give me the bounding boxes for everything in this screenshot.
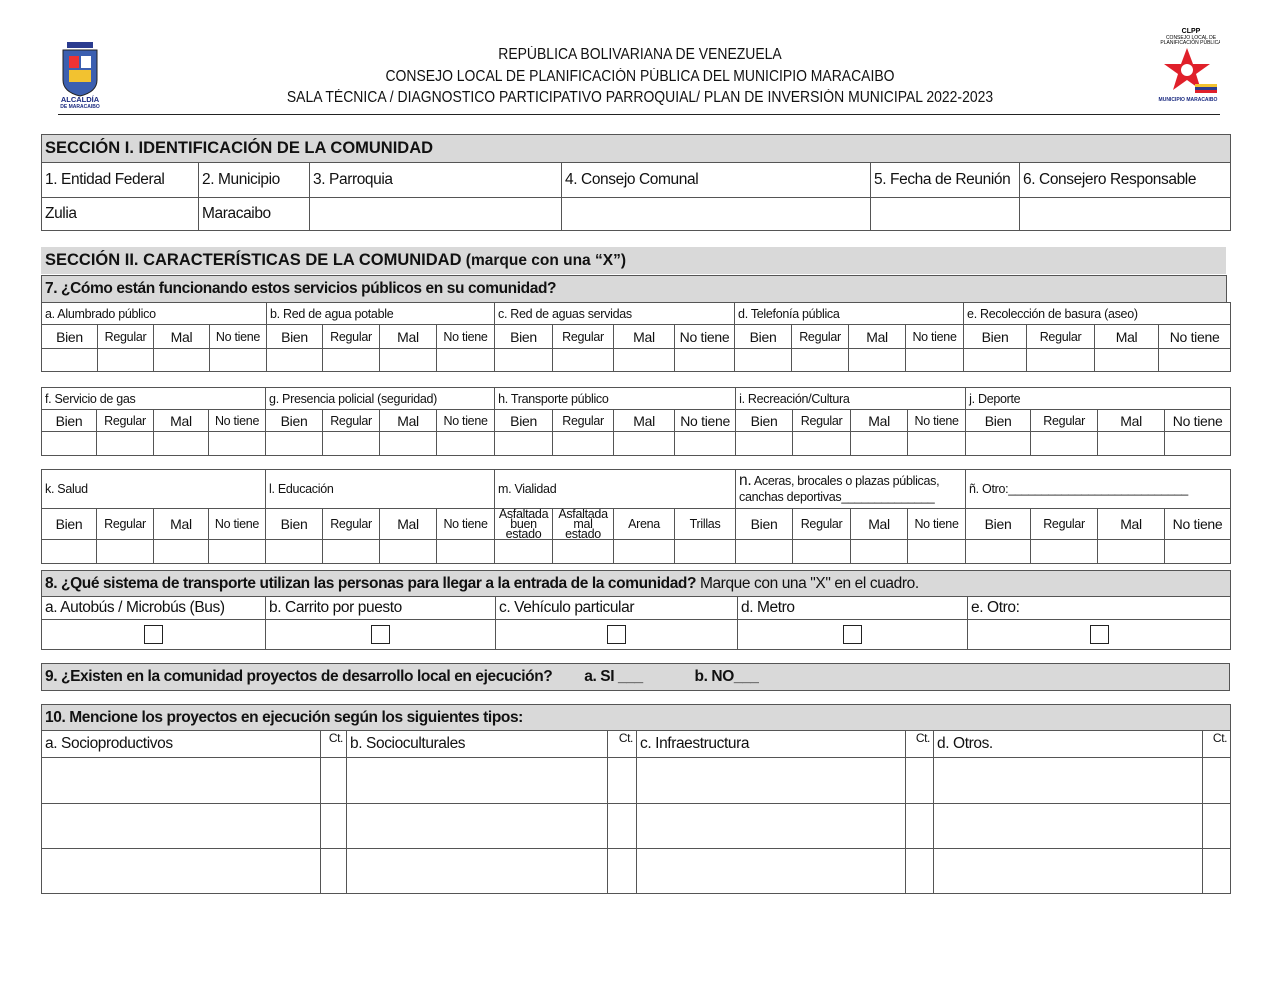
answer-cell[interactable]: [675, 540, 736, 564]
q10-title: 10. Mencione los proyectos en ejecución según los siguientes tipos:: [42, 705, 1231, 731]
rating-bien: Bien: [42, 509, 97, 540]
transport-bus-cell: [42, 620, 266, 650]
service-aguas-servidas-label: c. Red de aguas servidas: [495, 303, 735, 325]
project-cell[interactable]: [42, 758, 321, 804]
ct-label: Ct.: [321, 731, 347, 758]
answer-cell[interactable]: [323, 432, 380, 456]
answer-cell[interactable]: [1165, 432, 1231, 456]
rating-bien: Bien: [495, 410, 553, 432]
rating-no-tiene: No tiene: [210, 325, 267, 349]
q7-services-row-1: [41, 302, 1231, 372]
count-cell[interactable]: [321, 849, 347, 894]
section-2-header: [41, 247, 1226, 274]
rating-mal: Mal: [849, 325, 906, 349]
section-2-title-suffix: (marque con una “X”): [461, 252, 626, 269]
ct-label: Ct.: [1203, 731, 1231, 758]
rating-regular: Regular: [1031, 509, 1098, 540]
service-vialidad-label: m. Vialidad: [495, 470, 736, 509]
service-educacion-label: l. Educación: [266, 470, 495, 509]
answer-cell[interactable]: [437, 349, 495, 372]
service-otro-label: ñ. Otro:___________________________: [966, 470, 1231, 509]
section-2-title: SECCIÓN II. CARACTERÍSTICAS DE LA COMUNIDAD: [45, 251, 462, 269]
project-cell[interactable]: [934, 849, 1203, 894]
rating-no-tiene: No tiene: [1165, 509, 1231, 540]
answer-cell[interactable]: [97, 432, 154, 456]
count-cell[interactable]: [608, 849, 637, 894]
rating-bien: Bien: [266, 509, 323, 540]
rating-bien: Bien: [735, 325, 792, 349]
rating-bien: Bien: [266, 410, 323, 432]
service-alumbrado-label: a. Alumbrado público: [42, 303, 267, 325]
service-basura-label: e. Recolección de basura (aseo): [964, 303, 1231, 325]
rating-regular: Regular: [553, 410, 614, 432]
rating-no-tiene: No tiene: [437, 325, 495, 349]
answer-cell[interactable]: [380, 349, 437, 372]
ct-label: Ct.: [608, 731, 637, 758]
answer-cell[interactable]: [495, 540, 553, 564]
rating-bien: Bien: [964, 325, 1027, 349]
answer-cell[interactable]: [553, 432, 614, 456]
rating-regular: Regular: [98, 325, 154, 349]
q7-title-table: [41, 275, 1227, 303]
q9-title: 9. ¿Existen en la comunidad proyectos de desarrollo local en ejecución?: [45, 668, 553, 685]
rating-mal: Mal: [380, 325, 437, 349]
answer-cell[interactable]: [380, 432, 437, 456]
rating-regular: Regular: [793, 509, 851, 540]
answer-cell[interactable]: [1159, 349, 1231, 372]
service-aceras-text-2: canchas deportivas______________: [739, 490, 935, 504]
q7-services-row-2: [41, 387, 1231, 456]
service-telefonia-label: d. Telefonía pública: [735, 303, 964, 325]
answer-cell[interactable]: [495, 432, 553, 456]
answer-cell[interactable]: [267, 349, 323, 372]
clpp-logo-bottom: MUNICIPIO MARACAIBO: [1158, 97, 1218, 103]
answer-cell[interactable]: [792, 349, 849, 372]
answer-cell[interactable]: [154, 540, 209, 564]
municipio-value[interactable]: Maracaibo: [199, 198, 310, 231]
count-cell[interactable]: [1203, 849, 1231, 894]
alcaldia-logo-text: ALCALDÍA: [60, 95, 100, 104]
answer-cell[interactable]: [614, 349, 675, 372]
rating-bien: Bien: [495, 325, 553, 349]
parroquia-label: 3. Parroquia: [310, 163, 562, 198]
answer-cell[interactable]: [42, 432, 97, 456]
answer-cell[interactable]: [495, 349, 553, 372]
service-aceras-label: [736, 470, 966, 509]
document-header: [0, 44, 1280, 109]
service-salud-label: k. Salud: [42, 470, 266, 509]
transport-carrito-label: b. Carrito por puesto: [266, 597, 496, 620]
answer-cell[interactable]: [209, 540, 266, 564]
rating-no-tiene: No tiene: [209, 410, 266, 432]
transport-bus-checkbox[interactable]: [144, 625, 163, 644]
answer-cell[interactable]: [97, 540, 154, 564]
header-line-1: REPÚBLICA BOLIVARIANA DE VENEZUELA: [498, 46, 782, 63]
count-cell[interactable]: [608, 758, 637, 804]
header-line-2: CONSEJO LOCAL DE PLANIFICACIÓN PÚBLICA DEL MUNICIPIO MARACAIBO: [385, 67, 895, 85]
q8-table: [41, 570, 1231, 650]
rating-mal: Mal: [614, 410, 675, 432]
service-recreacion-label: i. Recreación/Cultura: [736, 388, 966, 410]
answer-cell[interactable]: [675, 349, 735, 372]
transport-otro-label: e. Otro:: [968, 597, 1231, 620]
rating-bien: Bien: [736, 410, 793, 432]
rating-mal: Mal: [1098, 509, 1165, 540]
answer-cell[interactable]: [437, 432, 495, 456]
section-1-table: [41, 134, 1231, 231]
project-type-socioculturales: b. Socioculturales: [347, 731, 608, 758]
count-cell[interactable]: [608, 804, 637, 849]
rating-regular: Regular: [1027, 325, 1095, 349]
q9-no-option[interactable]: b. NO___: [694, 668, 759, 685]
rating-regular: Regular: [323, 410, 380, 432]
rating-no-tiene: No tiene: [675, 325, 735, 349]
header-divider: [58, 114, 1220, 115]
answer-cell[interactable]: [851, 540, 908, 564]
answer-cell[interactable]: [1098, 540, 1165, 564]
consejo-comunal-value[interactable]: [562, 198, 871, 231]
count-cell[interactable]: [906, 758, 934, 804]
rating-regular: Regular: [323, 509, 380, 540]
answer-cell[interactable]: [614, 432, 675, 456]
rating-mal: Mal: [154, 325, 210, 349]
q8-title: 8. ¿Qué sistema de transporte utilizan las personas para llegar a la entrada de la comunidad?: [45, 574, 697, 592]
project-cell[interactable]: [934, 758, 1203, 804]
project-type-otros: d. Otros.: [934, 731, 1203, 758]
answer-cell[interactable]: [210, 349, 267, 372]
count-cell[interactable]: [906, 849, 934, 894]
transport-metro-label: d. Metro: [738, 597, 968, 620]
answer-cell[interactable]: [906, 349, 964, 372]
fecha-reunion-value[interactable]: [871, 198, 1020, 231]
answer-cell[interactable]: [154, 349, 210, 372]
transport-vehiculo-cell: [496, 620, 738, 650]
clpp-logo-line2: CONSEJO LOCAL DE: [1165, 35, 1217, 41]
answer-cell[interactable]: [98, 349, 154, 372]
answer-cell[interactable]: [437, 540, 495, 564]
rating-regular: Regular: [97, 509, 154, 540]
rating-no-tiene: No tiene: [437, 509, 495, 540]
answer-cell[interactable]: [42, 349, 98, 372]
answer-cell[interactable]: [793, 432, 851, 456]
rating-no-tiene: No tiene: [908, 410, 966, 432]
answer-cell[interactable]: [736, 432, 793, 456]
transport-vehiculo-checkbox[interactable]: [607, 625, 626, 644]
answer-cell[interactable]: [1027, 349, 1095, 372]
transport-metro-checkbox[interactable]: [843, 625, 862, 644]
answer-cell[interactable]: [1031, 540, 1098, 564]
rating-regular: Regular: [792, 325, 849, 349]
answer-cell[interactable]: [736, 540, 793, 564]
project-cell[interactable]: [347, 758, 608, 804]
answer-cell[interactable]: [380, 540, 437, 564]
q7-title: 7. ¿Cómo están funcionando estos servicios públicos en su comunidad?: [42, 276, 1227, 303]
service-gas-label: f. Servicio de gas: [42, 388, 266, 410]
answer-cell[interactable]: [266, 540, 323, 564]
answer-cell[interactable]: [908, 540, 966, 564]
project-cell[interactable]: [934, 804, 1203, 849]
header-line-3: SALA TÉCNICA / DIAGNOSTICO PARTICIPATIVO PARROQUIAL/ PLAN DE INVERSIÓN MUNICIPAL 2022-2023: [286, 89, 994, 106]
entidad-federal-label: 1. Entidad Federal: [42, 163, 199, 198]
rating-mal: Mal: [851, 509, 908, 540]
transport-carrito-checkbox[interactable]: [371, 625, 390, 644]
ct-label: Ct.: [906, 731, 934, 758]
project-cell[interactable]: [347, 804, 608, 849]
answer-cell[interactable]: [1095, 349, 1159, 372]
service-deporte-label: j. Deporte: [966, 388, 1231, 410]
rating-no-tiene: No tiene: [906, 325, 964, 349]
service-transporte-label: h. Transporte público: [495, 388, 736, 410]
vialidad-arena: Arena: [614, 509, 675, 540]
rating-no-tiene: No tiene: [209, 509, 266, 540]
rating-bien: Bien: [736, 509, 793, 540]
q10-table: [41, 704, 1231, 894]
count-cell[interactable]: [906, 804, 934, 849]
answer-cell[interactable]: [323, 349, 380, 372]
vialidad-asfaltada-buen-estado: Asfaltada buen estado: [495, 509, 553, 540]
rating-no-tiene: No tiene: [437, 410, 495, 432]
transport-otro-checkbox[interactable]: [1090, 625, 1109, 644]
section-1-title: SECCIÓN I. IDENTIFICACIÓN DE LA COMUNIDAD: [42, 135, 1231, 163]
answer-cell[interactable]: [908, 432, 966, 456]
rating-no-tiene: No tiene: [908, 509, 966, 540]
answer-cell[interactable]: [966, 432, 1031, 456]
rating-mal: Mal: [851, 410, 908, 432]
rating-no-tiene: No tiene: [1165, 410, 1231, 432]
clpp-logo-title: CLPP: [1181, 28, 1201, 35]
answer-cell[interactable]: [266, 432, 323, 456]
answer-cell[interactable]: [42, 540, 97, 564]
project-cell[interactable]: [637, 804, 906, 849]
transport-carrito-cell: [266, 620, 496, 650]
count-cell[interactable]: [1203, 758, 1231, 804]
answer-cell[interactable]: [851, 432, 908, 456]
rating-regular: Regular: [553, 325, 614, 349]
rating-bien: Bien: [42, 410, 97, 432]
answer-cell[interactable]: [964, 349, 1027, 372]
rating-bien: Bien: [267, 325, 323, 349]
service-agua-potable-label: b. Red de agua potable: [267, 303, 495, 325]
rating-regular: Regular: [1031, 410, 1098, 432]
rating-bien: Bien: [966, 509, 1031, 540]
count-cell[interactable]: [1203, 804, 1231, 849]
municipio-label: 2. Municipio: [199, 163, 310, 198]
answer-cell[interactable]: [966, 540, 1031, 564]
rating-bien: Bien: [42, 325, 98, 349]
transport-otro-cell: [968, 620, 1231, 650]
parroquia-value[interactable]: [310, 198, 562, 231]
answer-cell[interactable]: [154, 432, 209, 456]
project-cell[interactable]: [42, 804, 321, 849]
answer-cell[interactable]: [1031, 432, 1098, 456]
count-cell[interactable]: [321, 758, 347, 804]
consejo-comunal-label: 4. Consejo Comunal: [562, 163, 871, 198]
vialidad-asfaltada-mal-estado: Asfaltada mal estado: [553, 509, 614, 540]
consejero-responsable-value[interactable]: [1020, 198, 1231, 231]
rating-mal: Mal: [614, 325, 675, 349]
answer-cell[interactable]: [675, 432, 736, 456]
q9-table: [41, 663, 1230, 691]
answer-cell[interactable]: [1098, 432, 1165, 456]
service-aceras-prefix: n.: [739, 472, 752, 489]
rating-regular: Regular: [793, 410, 851, 432]
q9-yes-option[interactable]: a. SI ___: [584, 668, 643, 685]
rating-no-tiene: No tiene: [675, 410, 736, 432]
rating-no-tiene: No tiene: [1159, 325, 1231, 349]
rating-mal: Mal: [154, 509, 209, 540]
rating-regular: Regular: [323, 325, 380, 349]
project-cell[interactable]: [42, 849, 321, 894]
fecha-reunion-label: 5. Fecha de Reunión: [871, 163, 1020, 198]
rating-mal: Mal: [380, 410, 437, 432]
answer-cell[interactable]: [323, 540, 380, 564]
answer-cell[interactable]: [553, 349, 614, 372]
count-cell[interactable]: [321, 804, 347, 849]
project-cell[interactable]: [637, 758, 906, 804]
answer-cell[interactable]: [209, 432, 266, 456]
answer-cell[interactable]: [793, 540, 851, 564]
project-cell[interactable]: [347, 849, 608, 894]
answer-cell[interactable]: [735, 349, 792, 372]
q7-services-row-3: [41, 469, 1231, 564]
transport-vehiculo-label: c. Vehículo particular: [496, 597, 738, 620]
entidad-federal-value[interactable]: Zulia: [42, 198, 199, 231]
project-cell[interactable]: [637, 849, 906, 894]
project-type-socioproductivos: a. Socioproductivos: [42, 731, 321, 758]
rating-regular: Regular: [97, 410, 154, 432]
service-aceras-text: Aceras, brocales o plazas públicas,: [751, 474, 940, 488]
vialidad-trillas: Trillas: [675, 509, 736, 540]
answer-cell[interactable]: [849, 349, 906, 372]
answer-cell[interactable]: [1165, 540, 1231, 564]
alcaldia-logo-subtext: DE MARACAIBO: [60, 104, 100, 110]
rating-bien: Bien: [966, 410, 1031, 432]
clpp-logo-line3: PLANIFICACIÓN PÚBLICA: [1160, 40, 1220, 46]
rating-mal: Mal: [380, 509, 437, 540]
answer-cell[interactable]: [553, 540, 614, 564]
consejero-responsable-label: 6. Consejero Responsable: [1020, 163, 1231, 198]
service-policia-label: g. Presencia policial (seguridad): [266, 388, 495, 410]
project-type-infraestructura: c. Infraestructura: [637, 731, 906, 758]
answer-cell[interactable]: [614, 540, 675, 564]
rating-mal: Mal: [154, 410, 209, 432]
rating-mal: Mal: [1095, 325, 1159, 349]
transport-metro-cell: [738, 620, 968, 650]
rating-mal: Mal: [1098, 410, 1165, 432]
q8-instruction: Marque con una "X" en el cuadro.: [696, 574, 919, 592]
transport-bus-label: a. Autobús / Microbús (Bus): [42, 597, 266, 620]
